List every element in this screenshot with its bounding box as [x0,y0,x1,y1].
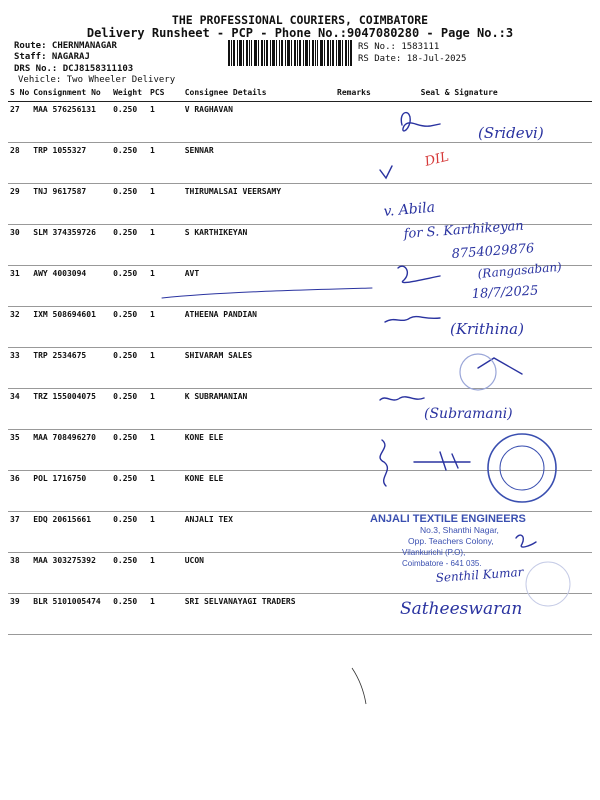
row-remarks [335,512,395,553]
row-signature [395,307,592,348]
table-row [8,307,592,348]
row-consignment: MAA 708496270 [31,430,111,471]
row-remarks [335,430,395,471]
row-sno: 30 [8,225,31,266]
row-signature [395,348,592,389]
row-signature [395,389,592,430]
row-signature [395,430,592,471]
handwriting-r27: (Sridevi) [478,124,544,142]
row-consignee: KONE ELE [183,471,335,512]
table-row [8,102,592,143]
col-remarks: Remarks [335,86,395,102]
row-consignee: THIRUMALSAI VEERSAMY [183,184,335,225]
row-consignment: EDQ 20615661 [31,512,111,553]
row-weight: 0.250 [111,389,148,430]
runsheet-table [8,86,592,635]
handwriting-r32: (Krithina) [450,320,524,338]
row-pcs: 1 [148,594,183,635]
stamp-line2: Opp. Teachers Colony, [408,536,494,546]
row-sno: 36 [8,471,31,512]
row-pcs: 1 [148,184,183,225]
handwriting-r31a: (Rangasaban) [477,259,563,281]
row-consignment: TNJ 9617587 [31,184,111,225]
row-pcs: 1 [148,348,183,389]
pen-mark [352,668,366,704]
row-remarks [335,594,395,635]
col-signature: Seal & Signature [395,86,592,102]
col-weight: Weight [111,86,148,102]
stamp-line3: Vilankurichi (P.O), [402,548,466,557]
row-consignee: ATHEENA PANDIAN [183,307,335,348]
row-signature [395,471,592,512]
row-consignment: SLM 374359726 [31,225,111,266]
row-sno: 39 [8,594,31,635]
handwriting-r38: Senthil Kumar [435,564,524,585]
row-consignment: TRP 1055327 [31,143,111,184]
handwriting-r29: v. Abila [382,199,436,220]
runsheet-title: Delivery Runsheet - PCP - Phone No.:9047080280 - Page No.:3 [86,26,514,40]
row-signature [395,266,592,307]
row-signature [395,512,592,553]
row-consignee: S KARTHIKEYAN [183,225,335,266]
row-consignee: SENNAR [183,143,335,184]
table-row [8,594,592,635]
row-weight: 0.250 [111,184,148,225]
barcode [228,40,352,66]
row-consignee: ANJALI TEX [183,512,335,553]
row-consignee: KONE ELE [183,430,335,471]
row-sno: 31 [8,266,31,307]
row-remarks [335,471,395,512]
row-remarks [335,348,395,389]
row-pcs: 1 [148,430,183,471]
row-consignment: BLR 5101005474 [31,594,111,635]
row-sno: 32 [8,307,31,348]
row-weight: 0.250 [111,594,148,635]
row-weight: 0.250 [111,102,148,143]
row-remarks [335,225,395,266]
row-remarks [335,266,395,307]
row-signature [395,594,592,635]
row-signature [395,184,592,225]
row-weight: 0.250 [111,307,148,348]
table-row [8,389,592,430]
row-pcs: 1 [148,471,183,512]
table-row [8,430,592,471]
row-weight: 0.250 [111,553,148,594]
row-pcs: 1 [148,389,183,430]
row-consignee: UCON [183,553,335,594]
row-signature [395,143,592,184]
row-pcs: 1 [148,143,183,184]
row-sno: 38 [8,553,31,594]
row-weight: 0.250 [111,471,148,512]
row-consignment: TRP 2534675 [31,348,111,389]
table-row [8,512,592,553]
row-weight: 0.250 [111,143,148,184]
vehicle-info: Vehicle: Two Wheeler Delivery [18,75,176,85]
row-remarks [335,184,395,225]
row-sno: 27 [8,102,31,143]
row-consignment: POL 1716750 [31,471,111,512]
row-consignee: SRI SELVANAYAGI TRADERS [183,594,335,635]
row-sno: 37 [8,512,31,553]
row-sno: 35 [8,430,31,471]
row-consignee: AVT [183,266,335,307]
rs-date: RS Date: 18-Jul-2025 [358,54,467,64]
col-consignee: Consignee Details [183,86,335,102]
handwriting-r28: DIL [423,149,451,170]
col-sno: S No [8,86,31,102]
row-consignee: V RAGHAVAN [183,102,335,143]
row-remarks [335,389,395,430]
table-row [8,143,592,184]
col-pcs: PCS [148,86,183,102]
row-pcs: 1 [148,102,183,143]
row-signature [395,225,592,266]
row-signature [395,553,592,594]
row-weight: 0.250 [111,348,148,389]
stamp-line1: No.3, Shanthi Nagar, [420,525,499,535]
table-row [8,553,592,594]
handwriting-r30a: for S. Karthikeyan [403,218,525,242]
row-consignee: SHIVARAM SALES [183,348,335,389]
table-row [8,266,592,307]
stamp-company: ANJALI TEXTILE ENGINEERS [370,513,526,525]
row-consignee: K SUBRAMANIAN [183,389,335,430]
row-sno: 34 [8,389,31,430]
col-consignment: Consignment No [31,86,111,102]
handwriting-r34: (Subramani) [424,406,513,422]
table-row [8,225,592,266]
company-title: THE PROFESSIONAL COURIERS, COIMBATORE [171,13,429,27]
table-row [8,348,592,389]
row-weight: 0.250 [111,266,148,307]
row-remarks [335,102,395,143]
stamp-line4: Coimbatore - 641 035. [402,559,482,568]
row-pcs: 1 [148,553,183,594]
handwriting-r31b: 18/7/2025 [471,283,539,302]
row-sno: 29 [8,184,31,225]
drs-number: DRS No.: DCJ8158311103 [14,64,134,74]
row-pcs: 1 [148,225,183,266]
row-sno: 28 [8,143,31,184]
staff-info: Staff: NAGARAJ [14,52,90,62]
row-weight: 0.250 [111,225,148,266]
row-sno: 33 [8,348,31,389]
table-row [8,184,592,225]
row-remarks [335,553,395,594]
row-weight: 0.250 [111,512,148,553]
rs-number: RS No.: 1583111 [358,42,440,52]
table-header-row [8,86,592,102]
row-pcs: 1 [148,512,183,553]
handwriting-r39: Satheeswaran [400,599,523,619]
row-consignment: AWY 4003094 [31,266,111,307]
handwriting-r30b: 8754029876 [451,241,535,262]
row-consignment: TRZ 155004075 [31,389,111,430]
row-remarks [335,143,395,184]
row-weight: 0.250 [111,430,148,471]
route-info: Route: CHERNMANAGAR [14,41,117,51]
row-pcs: 1 [148,307,183,348]
row-consignment: MAA 303275392 [31,553,111,594]
row-pcs: 1 [148,266,183,307]
table-row [8,471,592,512]
row-consignment: IXM 508694601 [31,307,111,348]
row-consignment: MAA 576256131 [31,102,111,143]
row-signature [395,102,592,143]
row-remarks [335,307,395,348]
